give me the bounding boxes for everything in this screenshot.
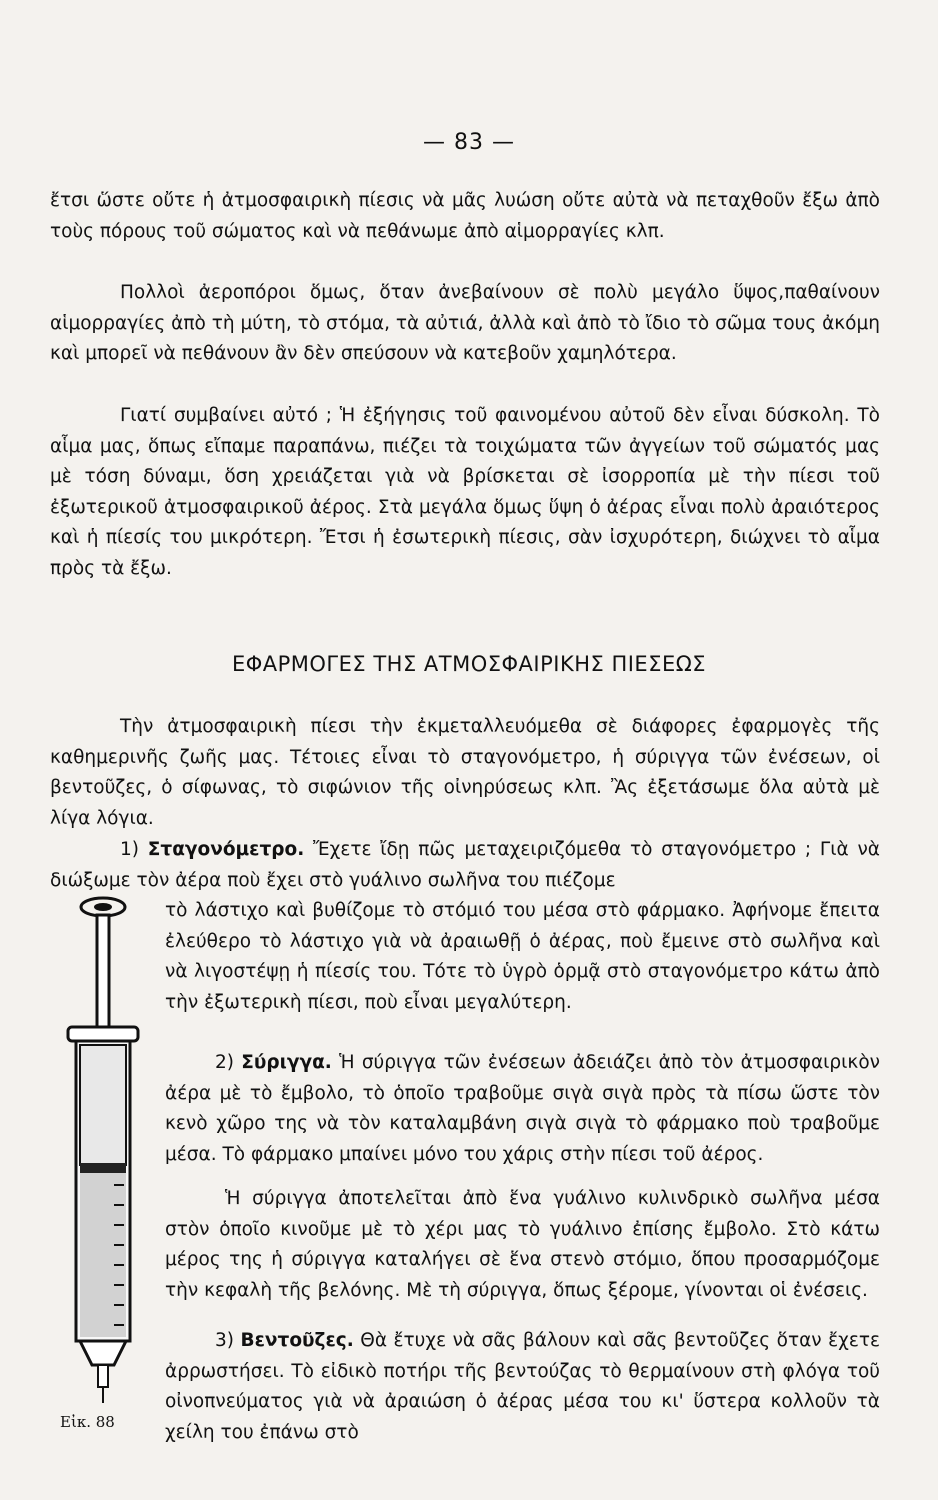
item-syringe [165, 1048, 880, 1170]
cupping-number: 3) [215, 1330, 234, 1351]
paragraph-intro: Τὴν ἀτμοσφαιρικὴ πίεσι τὴν ἐκμεταλλευόμεθα σὲ διάφορες ἐφαρμογὲς τῆς καθημερινῆς ζωῆς μας. Τέτοιες εἶναι τὸ σταγονόμετρο, ἡ σύριγγα τῶν ἐνέσεων, οἱ βεντοῦζες, ὁ σίφωνας, τὸ σιφώνιον τῆς οἰνηρύσεως κλπ. Ἂς ἐξετάσωμε ὅλα αὐτὰ μὲ λίγα λόγια. [50, 716, 880, 829]
syringe-number: 2) [215, 1052, 234, 1073]
paragraph-continuation: ἔτσι ὥστε οὔτε ἡ ἀτμοσφαιρικὴ πίεσις νὰ μᾶς λυώση οὔτε αὐτὰ νὰ πεταχθοῦν ἔξω ἀπὸ τοὺς πόρους τοῦ σώματος καὶ νὰ πεθάνωμε ἀπὸ αἱμορραγίες κλπ. [50, 190, 880, 242]
cupping-text: Θὰ ἔτυχε νὰ σᾶς βάλουν καὶ σᾶς βεντοῦζες ὅταν ἔχετε ἀρρωστήσει. Τὸ εἰδικὸ ποτήρι τῆς βεντούζας τὸ θερμαίνουν στὴ φλόγα τοῦ οἰνοπνεύματος γιὰ νὰ ἀραιώση ὁ ἀέρας μέσα του κι' ὕστερα κολλοῦν τὰ χείλη του ἐπάνω στὸ [165, 1330, 880, 1443]
item-cupping [165, 1326, 880, 1448]
syringe-description: Ἡ σύριγγα ἀποτελεῖται ἀπὸ ἕνα γυάλινο κυλινδρικὸ σωλῆνα μέσα στὸν ὁποῖο κινοῦμε μὲ τὸ χέρι μας τὸ γυάλινο ἐπίσης ἔμβολο. Στὸ κάτω μέρος της ἡ σύριγγα καταλήγει σὲ ἕνα στενὸ στόμιο, ὅπου προσαρμόζομε τὴν κεφαλὴ τῆς βελόνης. Μὲ τὴ σύριγγα, ὅπως ξέρομε, γίνονται οἱ ἐνέσεις. [165, 1188, 880, 1301]
syringe-text: Ἡ σύριγγα τῶν ἐνέσεων ἀδειάζει ἀπὸ τὸν ἀτμοσφαιρικὸν ἀέρα μὲ τὸ ἔμβολο, τὸ ὁποῖο τραβοῦμε σιγὰ σιγὰ πρὸς τὰ πίσω ὥστε τὸν κενὸ χῶρο της νὰ τὸν καταλαμβάνη σιγὰ σιγὰ τὸ φάρμακο ποὺ τραβοῦμε μέσα. Τὸ φάρμακο μπαίνει μόνο του χάρις στὴν πίεσι τοῦ ἀέρος. [165, 1052, 880, 1165]
dropper-term: Σταγονόμετρο. [147, 839, 305, 860]
item-dropper [50, 835, 880, 896]
dropper-text-wrapped: τὸ λάστιχο καὶ βυθίζομε τὸ στόμιό του μέσα στὸ φάρμακο. Ἀφήνομε ἔπειτα ἐλεύθερο τὸ λάστιχο γιὰ νὰ ἀραιωθῇ ὁ ἀέρας, ποὺ ἔμεινε στὸ σωλῆνα καὶ νὰ λιγοστέψῃ ἡ πίεσίς του. Τότε τὸ ὑγρὸ ὁρμᾷ στὸ σταγονόμετρο κάτω ἀπὸ τὴν ἐξωτερικὴ πίεσι, ποὺ εἶναι μεγαλύτερη. [165, 900, 880, 1013]
syringe-illustration-icon [58, 895, 148, 1405]
dropper-text: Ἔχετε ἴδῃ πῶς μεταχειριζόμεθα τὸ σταγονόμετρο ; Γιὰ νὰ διώξωμε τὸν ἀέρα ποὺ ἔχει στὸ γυάλινο σωλῆνα του πιέζομε [50, 839, 880, 891]
figure-caption: Εἰκ. 88 [60, 1413, 115, 1431]
cupping-term: Βεντοῦζες. [240, 1330, 354, 1351]
page-number: — 83 — [423, 130, 515, 155]
section-heading: ΕΦΑΡΜΟΓΕΣ ΤΗΣ ΑΤΜΟΣΦΑΙΡΙΚΗΣ ΠΙΕΣΕΩΣ [231, 652, 707, 676]
dropper-number: 1) [120, 839, 139, 860]
paragraph-aviators: Πολλοὶ ἀεροπόροι ὅμως, ὅταν ἀνεβαίνουν σὲ πολὺ μεγάλο ὕψος,παθαίνουν αἱμορραγίες ἀπὸ τὴ μύτη, τὸ στόμα, τὰ αὐτιά, ἀλλὰ καὶ ἀπὸ τὸ ἴδιο τὸ σῶμα τους ἀκόμη καὶ μπορεῖ νὰ πεθάνουν ἂν δὲν σπεύσουν νὰ κατεβοῦν χαμηλότερα. [50, 282, 880, 364]
paragraph-explanation: Γιατί συμβαίνει αὐτό ; Ἡ ἐξήγησις τοῦ φαινομένου αὐτοῦ δὲν εἶναι δύσκολη. Τὸ αἷμα μας, ὅπως εἴπαμε παραπάνω, πιέζει τὰ τοιχώματα τῶν ἀγγείων τοῦ σώματός μας μὲ τόση δύναμι, ὅση χρειάζεται γιὰ νὰ βρίσκεται σὲ ἰσορροπία μὲ τὴν πίεσι τοῦ ἐξωτερικοῦ ἀτμοσφαιρικοῦ ἀέρος. Στὰ μεγάλα ὅμως ὕψη ὁ ἀέρας εἶναι πολὺ ἀραιότερος καὶ ἡ πίεσίς του μικρότερη. Ἔτσι ἡ ἐσωτερικὴ πίεσις, σὰν ἰσχυρότερη, διώχνει τὸ αἷμα πρὸς τὰ ἔξω. [50, 405, 880, 579]
syringe-term: Σύριγγα. [241, 1052, 332, 1073]
